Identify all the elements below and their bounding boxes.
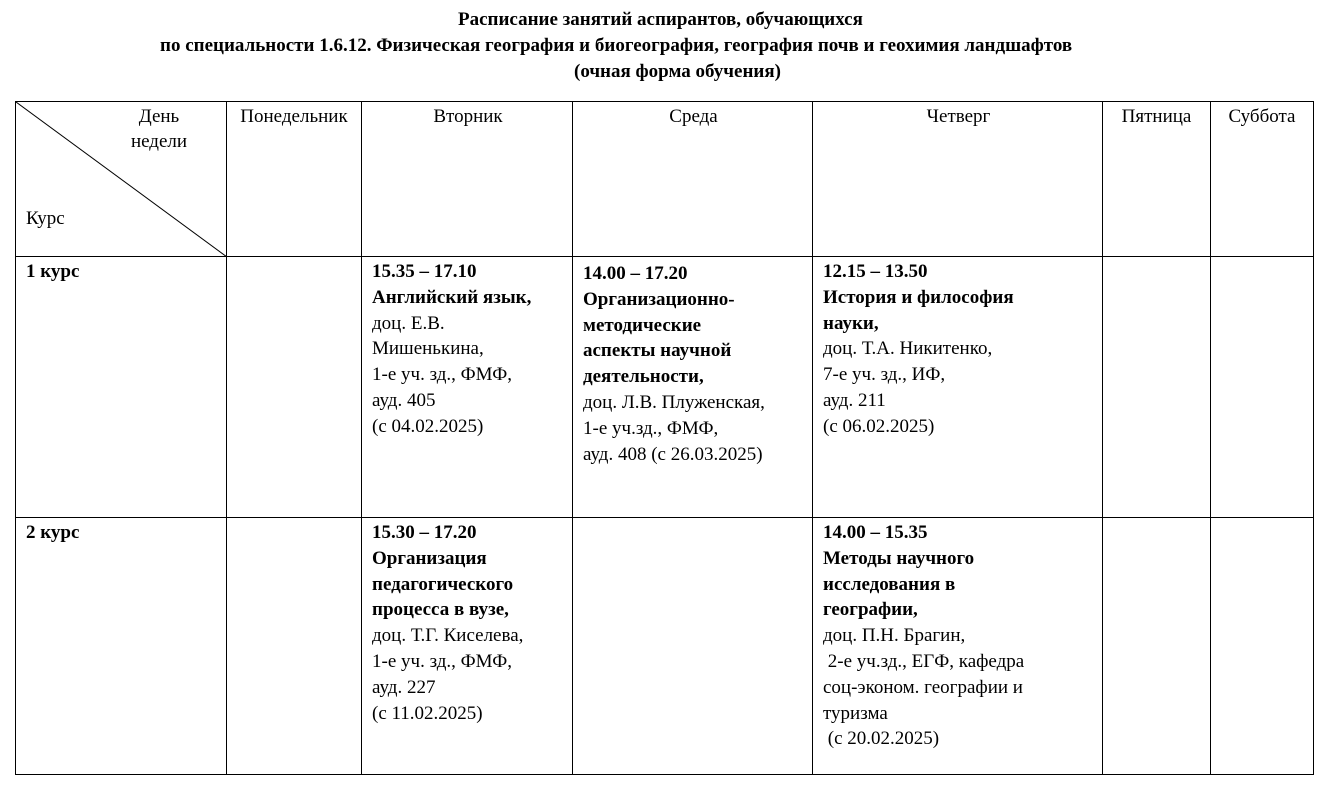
corner-header-cell	[16, 102, 227, 257]
cell-thursday	[813, 257, 1103, 518]
header-thursday: Четверг	[813, 102, 1103, 257]
corner-day-line-2: недели	[130, 131, 188, 152]
class-detail: 1-е уч. зд., ФМФ,	[372, 364, 513, 386]
table-row	[16, 257, 1314, 518]
class-time: 14.00 – 17.20	[583, 263, 688, 284]
cell-wednesday	[573, 257, 813, 518]
class-detail: 1-е уч.зд., ФМФ,	[583, 417, 719, 439]
class-time: 15.35 – 17.10	[372, 261, 477, 282]
class-time: 12.15 – 13.50	[823, 261, 928, 282]
class-detail: ауд. 405	[372, 389, 436, 411]
class-subject: методические	[583, 314, 702, 336]
class-detail: (с 04.02.2025)	[372, 415, 484, 437]
cell-monday	[227, 257, 362, 518]
header-friday: Пятница	[1103, 102, 1211, 257]
cell-thursday	[813, 518, 1103, 775]
table-row	[16, 518, 1314, 775]
class-detail: (с 11.02.2025)	[372, 702, 483, 724]
class-subject: Английский язык,	[372, 286, 532, 308]
class-detail: туризма	[823, 702, 888, 724]
title-line-1: Расписание занятий аспирантов, обучающихся	[458, 9, 863, 30]
header-tuesday: Вторник	[362, 102, 573, 257]
class-detail: доц. Е.В.	[372, 312, 445, 334]
title-line-3: (очная форма обучения)	[574, 61, 781, 82]
corner-course-label: Курс	[26, 208, 65, 229]
class-detail: доц. Т.А. Никитенко,	[823, 338, 993, 360]
corner-day-label	[114, 104, 204, 154]
class-detail: 2-е уч.зд., ЕГФ, кафедра	[823, 650, 1025, 672]
class-subject: педагогического	[372, 573, 514, 595]
cell-tuesday	[362, 257, 573, 518]
class-detail: 1-е уч. зд., ФМФ,	[372, 650, 513, 672]
class-subject: исследования в	[823, 573, 956, 595]
class-detail: Мишенькина,	[372, 338, 484, 360]
cell-saturday	[1211, 518, 1314, 775]
corner-day-line-1: День	[138, 106, 180, 127]
cell-saturday	[1211, 257, 1314, 518]
class-detail: доц. Л.В. Плуженская,	[583, 391, 765, 413]
schedule-table	[15, 101, 1314, 775]
cell-wednesday	[573, 518, 813, 775]
class-detail: доц. П.Н. Брагин,	[823, 625, 966, 647]
cell-monday	[227, 518, 362, 775]
cell-friday	[1103, 518, 1211, 775]
class-detail: соц-эконом. географии и	[823, 676, 1023, 698]
header-saturday: Суббота	[1211, 102, 1314, 257]
class-subject: аспекты научной	[583, 340, 732, 362]
class-subject: процесса в вузе,	[372, 599, 509, 621]
cell-tuesday	[362, 518, 573, 775]
class-detail: 7-е уч. зд., ИФ,	[823, 364, 946, 386]
header-row	[16, 102, 1314, 257]
course-label: 2 курс	[16, 518, 227, 775]
class-subject: Методы научного	[823, 547, 975, 569]
class-detail: ауд. 211	[823, 389, 886, 411]
class-subject: деятельности,	[583, 366, 704, 388]
class-detail: ауд. 408 (с 26.03.2025)	[583, 443, 763, 465]
header-wednesday: Среда	[573, 102, 813, 257]
class-subject: науки,	[823, 312, 879, 334]
class-subject: географии,	[823, 599, 918, 621]
header-monday: Понедельник	[227, 102, 362, 257]
class-time: 15.30 – 17.20	[372, 522, 477, 543]
cell-friday	[1103, 257, 1211, 518]
class-detail: ауд. 227	[372, 676, 436, 698]
class-subject: Организация	[372, 547, 487, 569]
class-subject: Организационно-	[583, 288, 735, 310]
class-detail: доц. Т.Г. Киселева,	[372, 625, 524, 647]
class-time: 14.00 – 15.35	[823, 522, 928, 543]
course-label: 1 курс	[16, 257, 227, 518]
class-detail: (с 20.02.2025)	[823, 728, 940, 750]
title-line-2: по специальности 1.6.12. Физическая география и биогеография, география почв и геохимия ландшафтов	[160, 35, 1073, 56]
class-detail: (с 06.02.2025)	[823, 415, 935, 437]
class-subject: История и философия	[823, 286, 1014, 308]
